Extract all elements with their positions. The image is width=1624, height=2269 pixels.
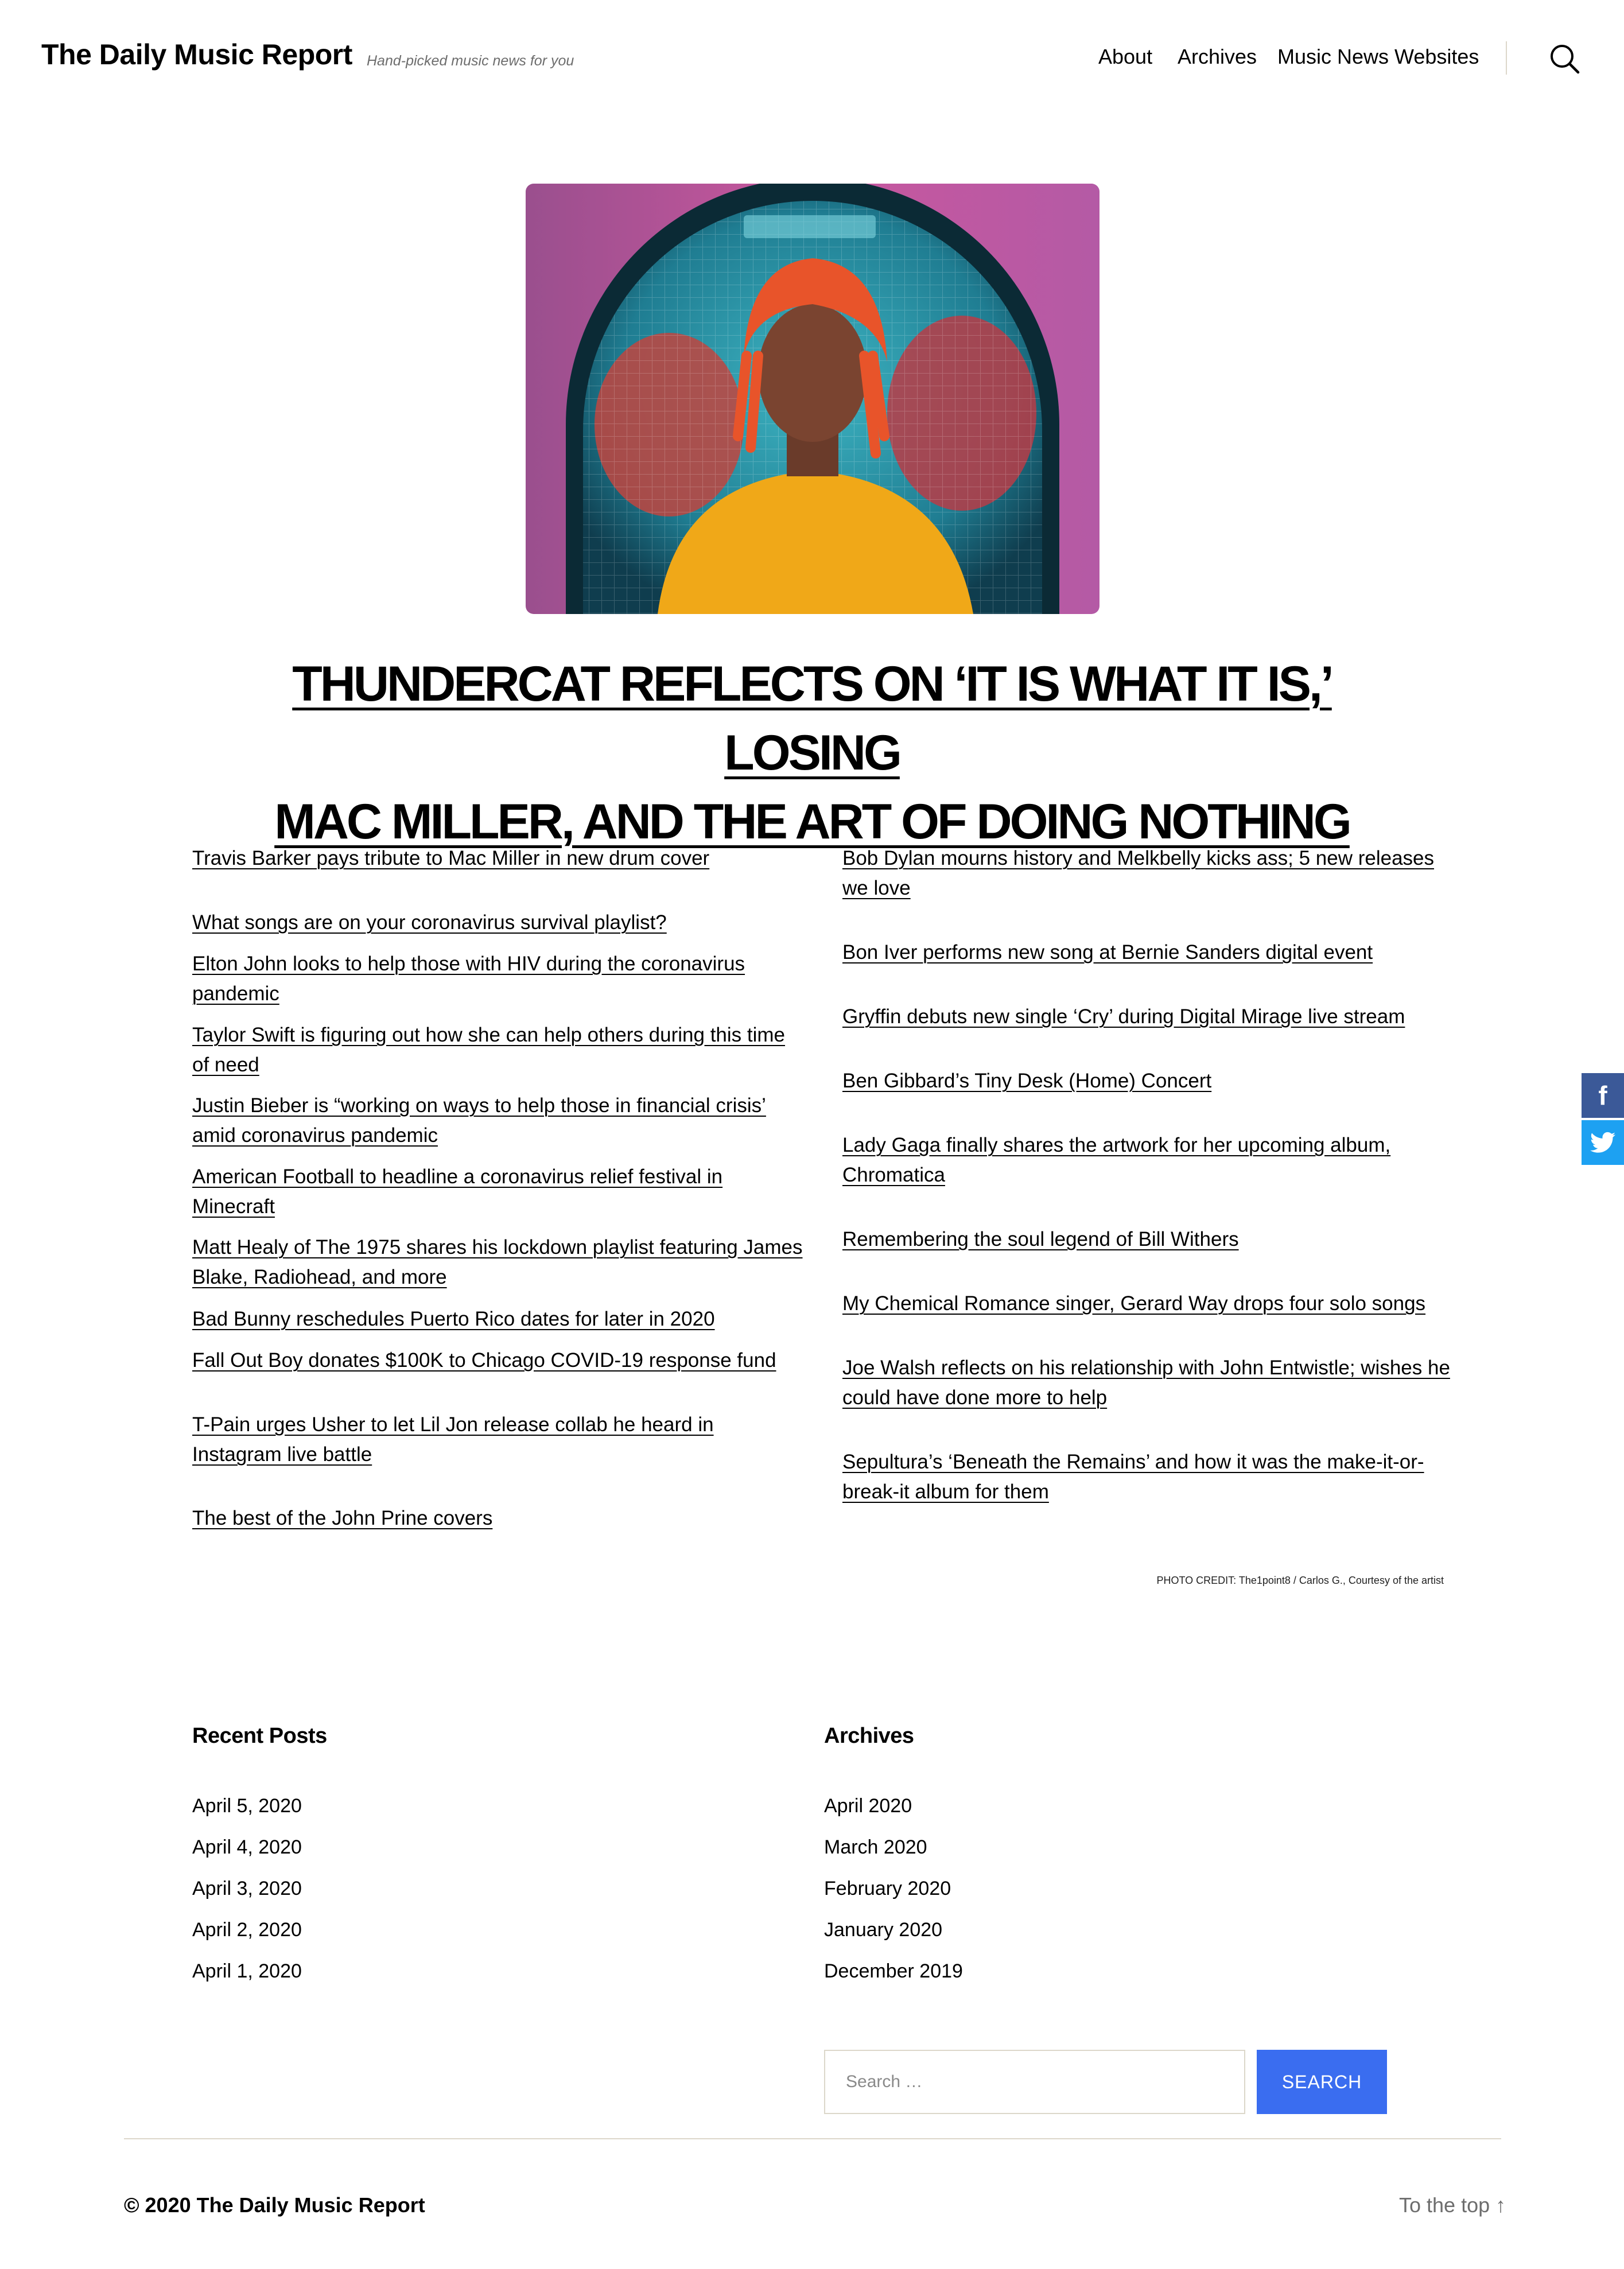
headline-line-2[interactable]: MAC MILLER, AND THE ART OF DOING NOTHING [274,794,1350,849]
recent-post-link[interactable]: April 4, 2020 [192,1836,302,1858]
facebook-icon: f [1598,1081,1607,1110]
recent-post-link[interactable]: April 1, 2020 [192,1960,302,1982]
nav-about[interactable]: About [1098,45,1153,68]
list-item[interactable]: Ben Gibbard’s Tiny Desk (Home) Concert [842,1070,1212,1092]
site-tagline: Hand-picked music news for you [367,53,574,69]
nav-music-news-websites[interactable]: Music News Websites [1277,45,1479,68]
list-item[interactable]: Taylor Swift is figuring out how she can help others during this time of need [192,1024,786,1076]
article-headline[interactable] [230,650,1394,856]
list-item[interactable]: American Football to headline a coronavirus relief festival in Minecraft [192,1165,723,1218]
list-item[interactable]: Justin Bieber is “working on ways to help those in financial crisis’ amid coronavirus pandemic [192,1094,766,1147]
twitter-icon [1590,1132,1615,1153]
header-divider [1506,41,1507,75]
list-item[interactable]: What songs are on your coronavirus survival playlist? [192,911,667,934]
twitter-share-button[interactable] [1582,1120,1624,1165]
list-item[interactable]: Sepultura’s ‘Beneath the Remains’ and how it was the make-it-or-break-it album for them [842,1451,1424,1503]
list-item[interactable]: Bon Iver performs new song at Bernie Sanders digital event [842,941,1373,963]
footer-divider [124,2138,1501,2139]
list-item[interactable]: T-Pain urges Usher to let Lil Jon release collab he heard in Instagram live battle [192,1413,714,1466]
list-item[interactable]: Lady Gaga finally shares the artwork for her upcoming album, Chromatica [842,1134,1391,1186]
photo-credit: PHOTO CREDIT: The1point8 / Carlos G., Courtesy of the artist [1156,1575,1444,1586]
recent-posts-title: Recent Posts [192,1724,327,1748]
list-item[interactable]: Bad Bunny reschedules Puerto Rico dates for later in 2020 [192,1308,715,1330]
archive-link[interactable]: March 2020 [824,1836,927,1858]
recent-post-link[interactable]: April 5, 2020 [192,1795,302,1817]
list-item[interactable]: Elton John looks to help those with HIV during the coronavirus pandemic [192,953,745,1005]
search-toggle-button[interactable] [1548,42,1580,75]
list-item[interactable]: Remembering the soul legend of Bill Withers [842,1228,1239,1250]
archive-link[interactable]: January 2020 [824,1919,943,1941]
headline-line-1[interactable]: THUNDERCAT REFLECTS ON ‘IT IS WHAT IT IS,’ LOSING [292,656,1332,780]
featured-image [526,184,1099,614]
list-item[interactable]: My Chemical Romance singer, Gerard Way drops four solo songs [842,1292,1426,1315]
recent-post-link[interactable]: April 3, 2020 [192,1878,302,1899]
search-input[interactable] [824,2050,1245,2114]
archive-link[interactable]: December 2019 [824,1960,963,1982]
site-title[interactable]: The Daily Music Report [41,38,352,71]
facebook-share-button[interactable] [1582,1073,1624,1118]
list-item[interactable]: The best of the John Prine covers [192,1507,493,1529]
to-the-top-link[interactable]: To the top ↑ [1399,2193,1506,2217]
list-item[interactable]: Travis Barker pays tribute to Mac Miller in new drum cover [192,847,710,869]
archive-link[interactable]: April 2020 [824,1795,912,1817]
nav-archives[interactable]: Archives [1178,45,1257,68]
search-icon [1548,42,1580,75]
list-item[interactable]: Fall Out Boy donates $100K to Chicago COVID-19 response fund [192,1349,776,1371]
list-item[interactable]: Bob Dylan mourns history and Melkbelly kicks ass; 5 new releases we love [842,847,1434,899]
list-item[interactable]: Gryffin debuts new single ‘Cry’ during Digital Mirage live stream [842,1005,1405,1028]
footer-copyright[interactable]: © 2020 The Daily Music Report [124,2193,425,2217]
recent-post-link[interactable]: April 2, 2020 [192,1919,302,1941]
archives-title: Archives [824,1724,914,1748]
list-item[interactable]: Matt Healy of The 1975 shares his lockdown playlist featuring James Blake, Radiohead, and more [192,1236,803,1288]
archive-link[interactable]: February 2020 [824,1878,951,1899]
list-item[interactable]: Joe Walsh reflects on his relationship with John Entwistle; wishes he could have done more to help [842,1357,1450,1409]
search-button[interactable]: SEARCH [1257,2050,1387,2114]
